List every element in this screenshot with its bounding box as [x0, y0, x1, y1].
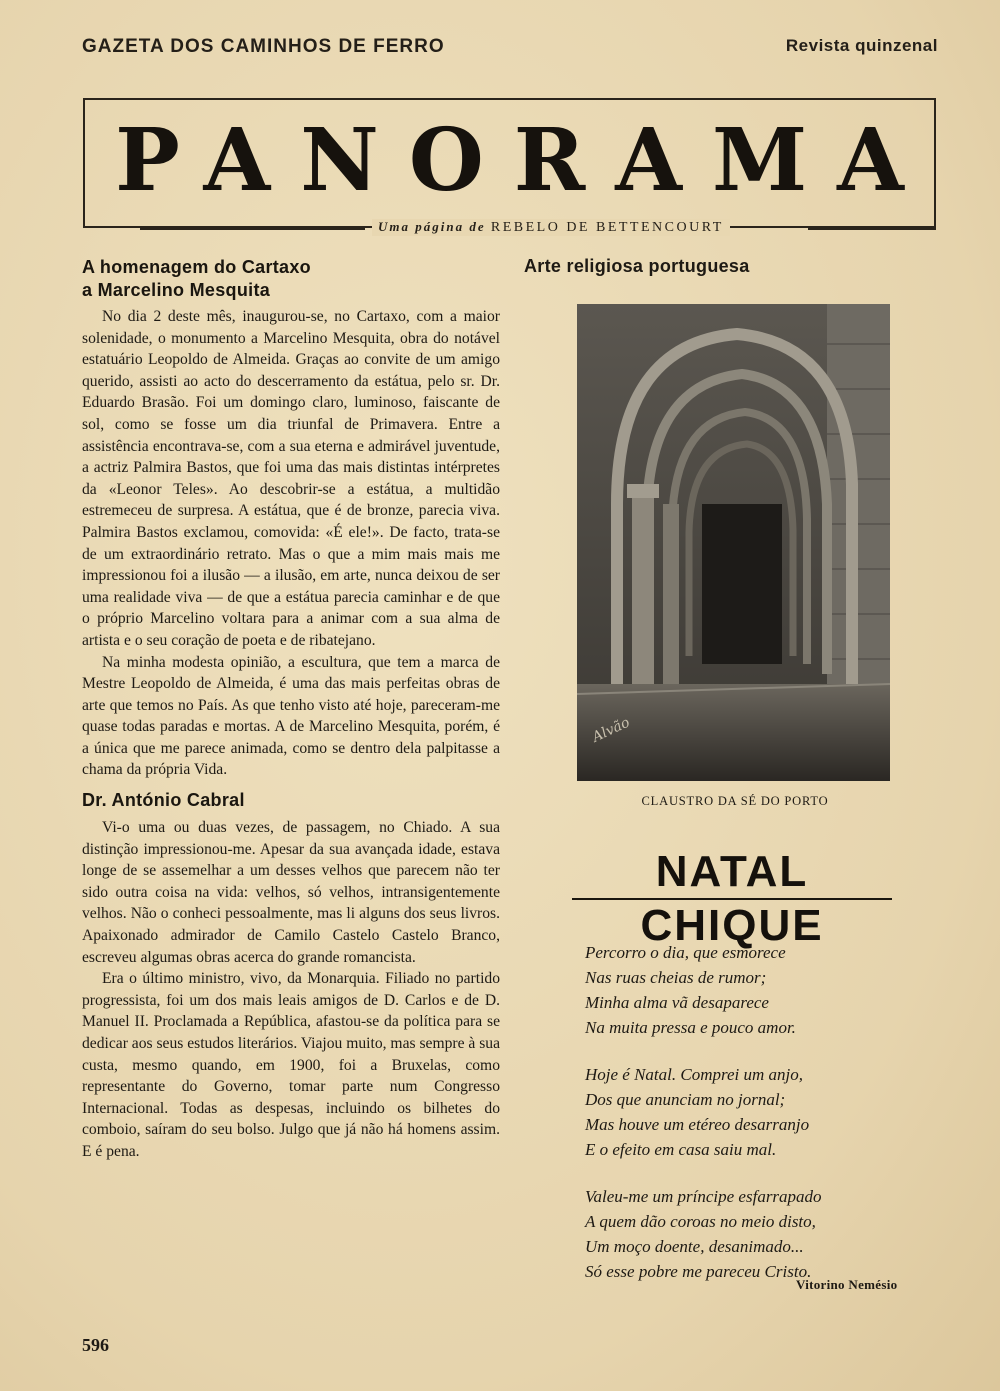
article2-paragraph: Era o último ministro, vivo, da Monarquia. Filiado no partido progressista, foi um dos mais leais amigos de D. Carlos e de D. Manuel II. Proclamada a República, afastou-se da política para se dedicar aos seus estudos literários. Viajou muito, mas sempre à sua custa, mesmo quando, em 1900, foi a Bruxelas, como representante do Governo, tomar parte num Congresso Internacional. Todas as despesas, incluindo os bilhetes do comboio, saíram do seu bolso. Julgo que já não há homens assim. E é pena. — [82, 970, 500, 1160]
poem-verse: Na muita pressa e pouco amor. — [585, 1018, 796, 1037]
magazine-title: GAZETA DOS CAMINHOS DE FERRO — [82, 36, 445, 57]
poem — [585, 940, 905, 1306]
byline-text — [372, 219, 730, 236]
article1-paragraph: No dia 2 deste mês, inaugurou-se, no Cartaxo, com a maior solenidade, o monumento a Marcelino Mesquita, obra do notável estatuário Leopoldo de Almeida. Graças ao convite de um amigo querido, assisti ao acto do descerramento da estátua, pelo sr. Dr. Eduardo Brasão. Foi um domingo claro, luminoso, faiscante de sol, como se fosse um dia triunfal de Primavera. Entre a assistência encontrava-se, com a sua eterna e admirável juventude, a actriz Palmira Bastos, que foi uma das mais distintas intérpretes da «Leonor Teles». Ao descobrir-se a estátua, a multidão estremeceu de surpresa. A estátua, que é de bronze, parecia viva. Palmira Bastos exclamou, comovida: «É ele!». De facto, trata-se de um extraordinário retrato. Mas o que a mim mais mais me impressionou foi a ilusão — a ilusão, em arte, nunca deixou de ser uma realidade viva — de que a estátua parecia caminhar e de que o próprio Marcelino voltara para a animar com a sua alma de artista e o seu coração de poeta e de ribatejano. — [82, 308, 500, 649]
left-column — [82, 256, 500, 1163]
magazine-frequency: Revista quinzenal — [785, 36, 938, 55]
poem-stanza — [585, 940, 905, 1040]
cloister-illustration — [577, 304, 890, 781]
byline-author: REBELO DE BETTENCOURT — [490, 220, 724, 235]
poem-verse: Hoje é Natal. Comprei um anjo, — [585, 1065, 803, 1084]
article1-title-line1: A homenagem do Cartaxo — [82, 257, 311, 277]
poem-stanza — [585, 1062, 905, 1162]
banner-title: PANORAMA — [115, 110, 934, 211]
article1-title-line2: a Marcelino Mesquita — [82, 280, 271, 300]
cloister-photo — [577, 304, 890, 781]
poem-stanza — [585, 1184, 905, 1284]
poem-verse: Só esse pobre me pareceu Cristo. — [585, 1262, 812, 1281]
poem-verse: Dos que anunciam no jornal; — [585, 1090, 786, 1109]
poem-verse: Nas ruas cheias de rumor; — [585, 968, 767, 987]
art-section-title: Arte religiosa portuguesa — [524, 256, 750, 276]
poem-title: NATAL CHIQUE — [640, 847, 824, 950]
poem-author: Vitorino Nemésio — [796, 1277, 898, 1292]
article2-title: Dr. António Cabral — [82, 790, 245, 811]
svg-text:Alvão: Alvão — [589, 714, 633, 746]
poem-verse: Valeu-me um príncipe esfarrapado — [585, 1187, 822, 1206]
poem-verse: A quem dão coroas no meio disto, — [585, 1212, 816, 1231]
poem-title-rule — [572, 898, 892, 900]
photo-caption: CLAUSTRO DA SÉ DO PORTO — [641, 794, 829, 808]
byline — [140, 219, 930, 239]
poem-verse: Percorro o dia, que esmorece — [585, 943, 786, 962]
byline-prefix: Uma página de — [378, 219, 486, 234]
page-number: 596 — [82, 1335, 109, 1355]
poem-verse: E o efeito em casa saiu mal. — [585, 1140, 777, 1159]
panorama-banner — [83, 98, 936, 228]
byline-rule-right — [808, 228, 936, 230]
poem-verse: Um moço doente, desanimado... — [585, 1237, 804, 1256]
article1-paragraph: Na minha modesta opinião, a escultura, que tem a marca de Mestre Leopoldo de Almeida, é uma das mais perfeitas obras de arte que temos no País. As que tenho visto até hoje, pareceram-me quase todas paradas e mortas. A de Marcelino Mesquita, porém, é a única que me parece animada, como se dentro dela palpitasse a chama da própria Vida. — [82, 653, 500, 779]
poem-verse: Mas houve um etéreo desarranjo — [585, 1115, 810, 1134]
poem-verse: Minha alma vã desaparece — [585, 993, 769, 1012]
byline-rule-left — [140, 228, 365, 230]
article2-paragraph: Vi-o uma ou duas vezes, de passagem, no Chiado. A sua distinção impressionou-me. Apesar da sua avançada idade, estava longe de se assemelhar a um desses velhos que parecem não ter sido outra coisa na vida: velhos, só velhos, intransigentemente velhos. Não o conheci pessoalmente, mas li alguns dos seus livros. Apaixonado admirador de Camilo Castelo Castelo Branco, escreveu algumas obras acerca do grande romancista. — [82, 819, 500, 966]
